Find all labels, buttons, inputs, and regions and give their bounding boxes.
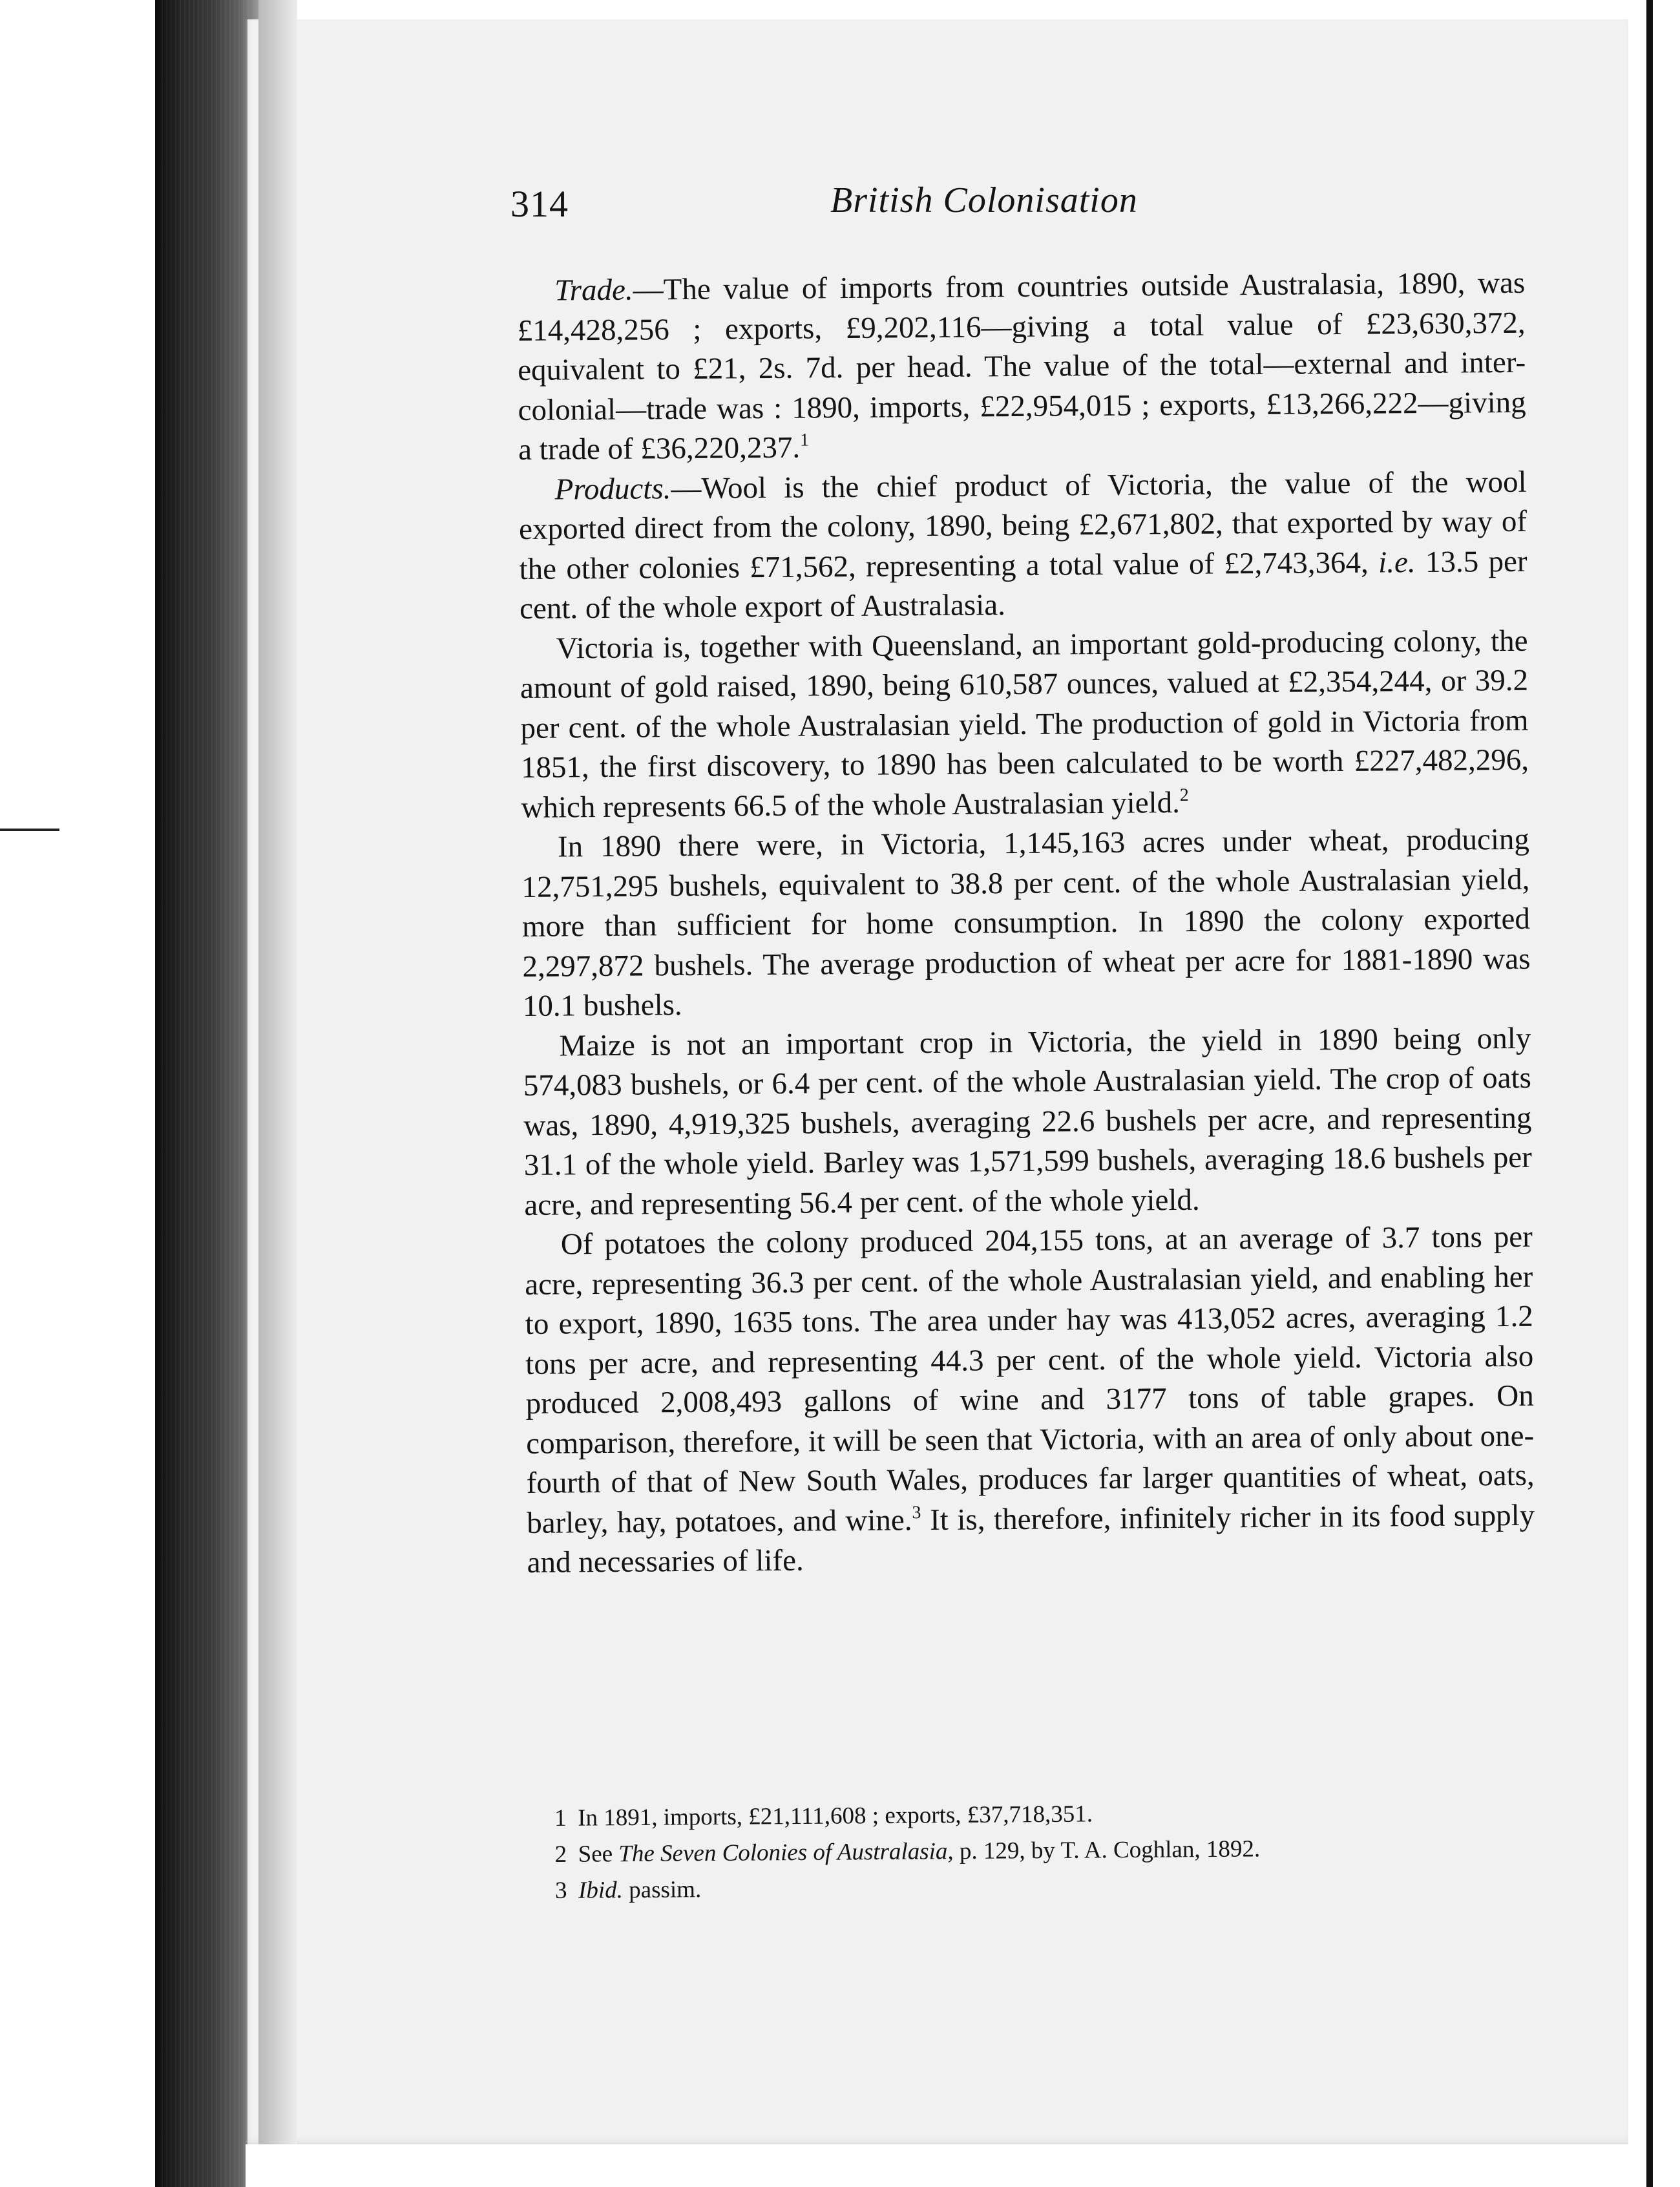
footnote-text: See — [578, 1841, 619, 1868]
running-header — [510, 180, 1506, 238]
footnote-reference: 1 — [799, 430, 810, 450]
page-number: 314 — [510, 183, 569, 225]
footnote-reference: 3 — [912, 1502, 921, 1523]
paragraph-products — [518, 462, 1528, 629]
scan-margin-right — [1628, 0, 1680, 2187]
page-gutter-shadow — [258, 0, 297, 2187]
footnote-number: 2 — [554, 1841, 567, 1868]
footnote-number: 1 — [554, 1804, 567, 1832]
facing-page-edge — [1646, 0, 1653, 2187]
book-binding-texture — [162, 0, 252, 2187]
running-title: British Colonisation — [830, 180, 1138, 220]
paragraph-text: Maize is not an important crop in Victoria, the yield in 1890 being only 574,083 bushels, or 6.4 per cent. of the whole Australasian yield. The crop of oats was, 1890, 4,919,325 bushels, averaging 22.6 bushels per acre, and representing 31.1 of the whole yield. Barley was 1,571,599 bushels, averaging 18.6 bushels per acre, and representing 56.4 per cent. of the whole yield. — [523, 1021, 1533, 1222]
paragraph-lead: Trade. — [554, 273, 633, 308]
paragraph-potatoes — [525, 1218, 1535, 1583]
body-text — [517, 264, 1535, 1583]
abbreviation-ie: i.e. — [1378, 545, 1416, 580]
footnotes — [554, 1793, 1524, 1909]
paragraph-maize — [523, 1019, 1532, 1225]
paragraph-text: Of potatoes the colony produced 204,155 tons, at an average of 3.7 tons per acre, representing 36.3 per cent. of the whole Australasian yield, and enabling her to export, 1890, 1635 tons. The area under hay was 413,052 acres, averaging 1.2 tons per acre, and representing 44.3 per cent. of the whole yield. Victoria also produced 2,008,493 gallons of wine and 3177 tons of table grapes. On comparison, therefore, it will be seen that Victoria, with an area of only about one-fourth of that of New South Wales, produces far larger quantities of wheat, oats, barley, hay, potatoes, and wine. — [525, 1220, 1535, 1540]
paragraph-text: 13.5 per cent. of the whole export of Australasia. — [519, 544, 1528, 626]
footnote-book-title: The Seven Colonies of Australasia, — [618, 1838, 954, 1868]
paragraph-gold — [520, 621, 1529, 828]
paragraph-trade — [517, 264, 1526, 470]
paragraph-text: —The value of imports from countries outside Australasia, 1890, was £14,428,256 ; exports, £9,202,116—giving a total value of £23,630,372, equivalent to £21, 2s. 7d. per head. The value of the total—external and inter-colonial—trade was : 1890, imports, £22,954,015 ; exports, £13,266,222—giving a trade of £36,220,237. — [517, 266, 1526, 467]
footnote-number: 3 — [554, 1877, 567, 1904]
paragraph-lead: Products. — [554, 471, 671, 507]
footnote-text: In 1891, imports, £21,111,608 ; exports, £37,718,351. — [578, 1801, 1093, 1832]
paragraph-wheat — [521, 820, 1531, 1027]
scan-margin-bottom — [246, 2144, 1628, 2187]
paragraph-text: It is, therefore, infinitely richer in its food supply and necessaries of life. — [527, 1498, 1535, 1580]
paragraph-text: —Wool is the chief product of Victoria, the value of the wool exported direct from the colony, 1890, being £2,671,802, that exported by way of the other colonies £71,562, representing a total value of £2,743,364, — [518, 465, 1528, 586]
paragraph-text: In 1890 there were, in Victoria, 1,145,163 acres under wheat, producing 12,751,295 bushels, equivalent to 38.8 per cent. of the whole Australasian yield, more than sufficient for home consumption. In 1890 the colony exported 2,297,872 bushels. The average production of wheat per acre for 1881-1890 was 10.1 bushels. — [521, 822, 1531, 1023]
footnote-text: passim. — [622, 1876, 702, 1904]
footnote-ibid: Ibid. — [578, 1877, 624, 1904]
footnote-3 — [555, 1865, 1524, 1909]
footnote-text: p. 129, by T. A. Coghlan, 1892. — [953, 1835, 1261, 1865]
paragraph-text: Victoria is, together with Queensland, an important gold-producing colony, the amount of gold raised, 1890, being 610,587 ounces, valued at £2,354,244, or 39.2 per cent. of the whole Australasian yield. The production of gold in Victoria from 1851, the first discovery, to 1890 has been calculated to be worth £227,482,296, which represents 66.5 of the whole Australasian yield. — [520, 624, 1529, 825]
footnote-reference: 2 — [1179, 785, 1189, 805]
scan-margin-mark — [0, 829, 59, 831]
